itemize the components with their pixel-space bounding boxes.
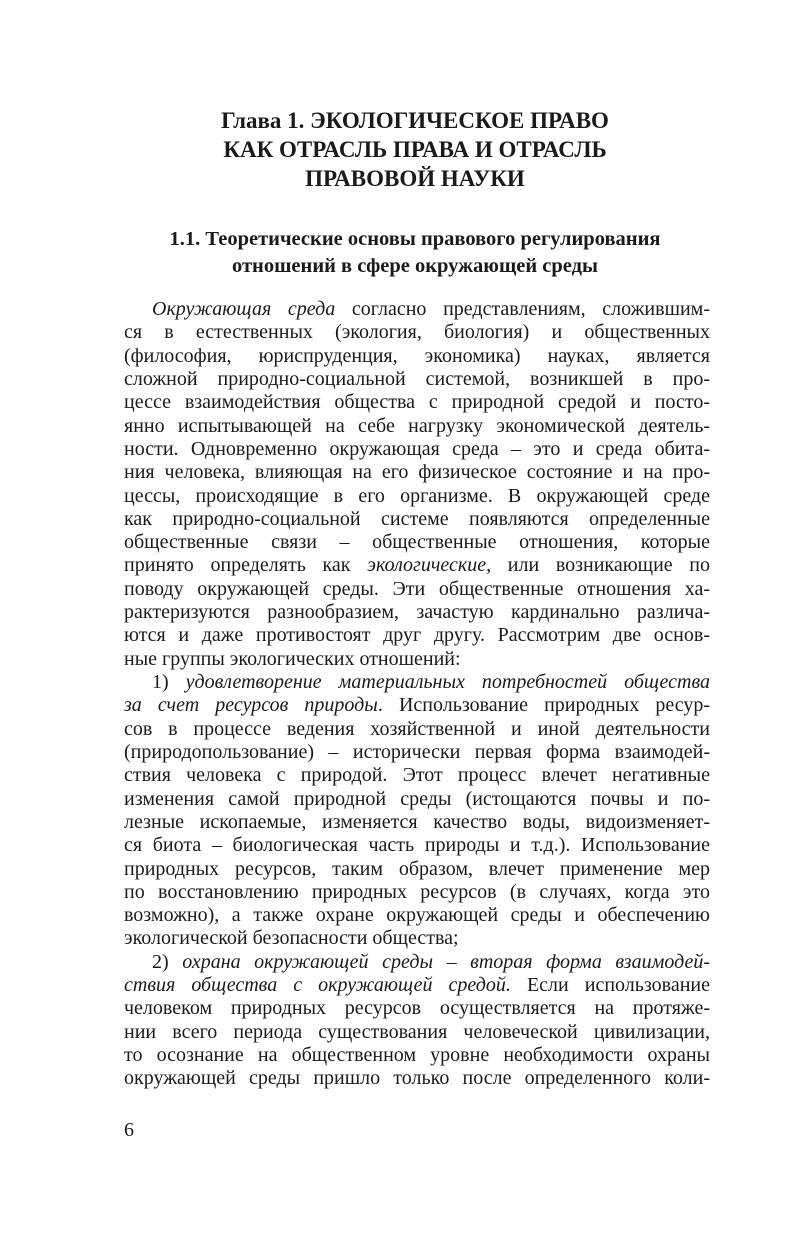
- text-run: поводу окружающей среды. Эти общественные отношения ха-: [124, 577, 710, 600]
- text-run: окружающей среды пришло только после определенного коли-: [124, 1067, 710, 1090]
- text-line: [124, 345, 710, 368]
- text-run: человеком природных ресурсов осуществляется на протяже-: [124, 997, 710, 1020]
- text-run: сов в процессе ведения хозяйственной и иной деятельности: [124, 717, 710, 740]
- text-run: цессе взаимодействия общества с природной средой и посто-: [124, 391, 710, 414]
- text-run: рактеризуются разнообразием, зачастую кардинально различа-: [124, 601, 710, 624]
- text-run: ся биота – биологическая часть природы и т.д.). Использование: [124, 834, 710, 857]
- italic-term: Окружающая среда: [152, 298, 336, 320]
- text-line: [124, 881, 710, 904]
- chapter-title: [100, 106, 730, 193]
- text-line: [124, 321, 710, 344]
- text-line: [124, 718, 710, 741]
- text-line: [124, 834, 710, 857]
- text-line: [124, 601, 710, 624]
- text-line: [124, 648, 710, 671]
- text-line: [124, 508, 710, 531]
- text-line: [124, 578, 710, 601]
- text-line: [124, 298, 710, 321]
- text-run: принято определять как: [124, 554, 368, 577]
- text-line: [124, 951, 710, 974]
- chapter-title-line: Глава 1. ЭКОЛОГИЧЕСКОЕ ПРАВО: [221, 108, 609, 133]
- italic-term: ствия общества с окружающей средой.: [124, 974, 511, 997]
- text-line: [124, 764, 710, 787]
- text-run: экологической безопасности общества;: [124, 927, 459, 950]
- text-run: лезные ископаемые, изменяется качество воды, видоизменяет-: [124, 810, 710, 833]
- text-line: [124, 858, 710, 881]
- text-run: ния человека, влияющая на его физическое состояние и на про-: [124, 461, 710, 484]
- text-line: [124, 415, 710, 438]
- section-title-line: отношений в сфере окружающей среды: [231, 255, 598, 277]
- text-line: [124, 927, 710, 950]
- chapter-title-line: ПРАВОВОЙ НАУКИ: [305, 166, 525, 191]
- text-line: [124, 671, 710, 694]
- text-line: [124, 788, 710, 811]
- text-run: (природопользование) – исторически первая форма взаимодей-: [124, 740, 710, 763]
- text-run: изменения самой природной среды (истощаются почвы и по-: [124, 787, 710, 810]
- text-line: [124, 694, 710, 717]
- text-run: Если использование: [510, 974, 710, 997]
- text-line: [124, 1044, 710, 1067]
- body-text: [124, 298, 710, 1091]
- italic-term: за счет ресурсов природы: [124, 694, 378, 717]
- text-run: ности. Одновременно окружающая среда – это и среда обита-: [124, 437, 710, 460]
- page-number: 6: [124, 1119, 134, 1141]
- text-run: ные группы экологических отношений:: [124, 647, 461, 670]
- text-line: [124, 624, 710, 647]
- text-run: согласно представлениям, сложившим-: [335, 298, 711, 320]
- text-run: янно испытывающей на себе нагрузку экономической деятель-: [124, 414, 710, 437]
- text-run: как природно-социальной системе появляются определенные: [124, 507, 710, 530]
- text-run: ются и даже противостоят друг другу. Рассмотрим две основ-: [124, 624, 710, 647]
- text-line: [124, 391, 710, 414]
- text-line: [124, 1021, 710, 1044]
- text-line: [124, 974, 710, 997]
- chapter-title-line: КАК ОТРАСЛЬ ПРАВА И ОТРАСЛЬ: [223, 137, 607, 162]
- text-run: цессы, происходящие в его организме. В окружающей среде: [124, 484, 710, 507]
- text-run: (философия, юриспруденция, экономика) науках, является: [124, 344, 710, 367]
- italic-term: удовлетворение материальных потребностей общества: [185, 671, 710, 693]
- text-line: [124, 461, 710, 484]
- text-line: [124, 438, 710, 461]
- section-title: [100, 226, 730, 280]
- text-line: [124, 485, 710, 508]
- italic-term: экологические: [367, 554, 487, 577]
- text-run: ся в естественных (экология, биология) и общественных: [124, 321, 710, 344]
- text-run: нии всего периода существования человеческой цивилизации,: [124, 1020, 710, 1043]
- text-run: . Использование природных ресур-: [377, 694, 710, 717]
- text-run: по восстановлению природных ресурсов (в случаях, когда это: [124, 880, 710, 903]
- text-run: то осознание на общественном уровне необходимости охраны: [124, 1044, 710, 1066]
- text-run: 2): [152, 950, 183, 973]
- text-line: [124, 1067, 710, 1090]
- text-run: , или возникающие по: [486, 554, 711, 577]
- text-line: [124, 554, 710, 577]
- text-line: [124, 741, 710, 764]
- section-title-line: 1.1. Теоретические основы правового регулирования: [169, 228, 661, 250]
- italic-term: охрана окружающей среды – вторая форма взаимодей-: [182, 950, 710, 973]
- text-line: [124, 904, 710, 927]
- text-run: ствия человека с природой. Этот процесс влечет негативные: [124, 764, 710, 787]
- text-line: [124, 811, 710, 834]
- text-line: [124, 997, 710, 1020]
- text-line: [124, 531, 710, 554]
- text-run: возможно), а также охране окружающей среды и обеспечению: [124, 904, 710, 927]
- text-run: природных ресурсов, таким образом, влечет применение мер: [124, 857, 710, 880]
- text-run: общественные связи – общественные отношения, которые: [124, 531, 710, 554]
- text-run: сложной природно-социальной системой, возникшей в про-: [124, 367, 710, 390]
- text-run: 1): [152, 671, 186, 693]
- text-line: [124, 368, 710, 391]
